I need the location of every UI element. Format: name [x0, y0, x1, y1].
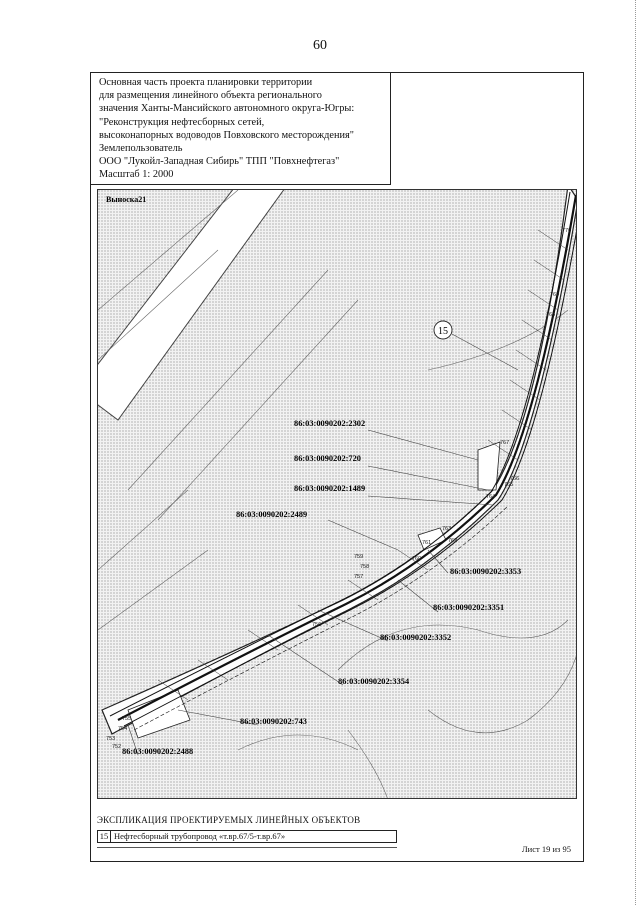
title-line: Землепользователь	[99, 143, 183, 155]
point-label: 770	[562, 228, 572, 234]
map-frame	[97, 189, 577, 799]
title-block	[91, 73, 391, 185]
point-label: 765	[504, 482, 514, 488]
point-label: 754	[118, 726, 128, 732]
map-drawing	[98, 190, 577, 799]
object-marker-label: 15	[438, 326, 448, 337]
point-label: 769	[550, 292, 560, 298]
point-label: 757	[354, 574, 364, 580]
title-line: Масштаб 1: 2000	[99, 169, 174, 181]
parcel-label: 86:03:0090202:1489	[294, 484, 366, 493]
title-line: высоконапорных водоводов Повховского месторождения"	[99, 129, 354, 141]
point-label: 763	[442, 526, 452, 532]
point-label: 753	[106, 736, 116, 742]
legend-title: ЭКСПЛИКАЦИЯ ПРОЕКТИРУЕМЫХ ЛИНЕЙНЫХ ОБЪЕКТОВ	[97, 815, 361, 825]
parcel-label: 86:03:0090202:2302	[294, 419, 366, 428]
point-label: 764	[486, 494, 496, 500]
parcel-label: 86:03:0090202:2488	[122, 747, 194, 756]
sheet-label: Лист 19 из 95	[521, 844, 571, 854]
point-label: 762	[448, 538, 458, 544]
title-line: ООО "Лукойл-Западная Сибирь" ТПП "Повхнефтегаз"	[99, 156, 340, 168]
parcel-label: 86:03:0090202:3352	[380, 633, 452, 642]
parcel-label: 86:03:0090202:2489	[236, 510, 308, 519]
point-label: 760	[412, 556, 422, 562]
inset-label: Выноска21	[106, 195, 147, 204]
parcel-label: 86:03:0090202:3354	[338, 677, 410, 686]
legend-divider	[97, 847, 397, 848]
title-line: "Реконструкция нефтесборных сетей,	[99, 116, 265, 128]
map-sheet	[90, 72, 584, 862]
point-label: 767	[500, 440, 510, 446]
parcel-label: 86:03:0090202:743	[240, 717, 307, 726]
title-line: для размещения линейного объекта регионального	[99, 90, 322, 102]
point-label: 766	[510, 476, 520, 482]
page-number: 60	[313, 38, 327, 53]
legend-item-number: 15	[98, 831, 111, 842]
legend-item-text: Нефтесборный трубопровод «т.вр.67/5-т.вр.67»	[114, 831, 286, 841]
parcel-label: 86:03:0090202:720	[294, 454, 361, 463]
title-line: значения Ханты-Мансийского автономного округа-Югры:	[99, 103, 355, 115]
point-label: 755	[122, 716, 132, 722]
point-label: 758	[360, 564, 370, 570]
point-label: 768	[546, 312, 556, 318]
parcel-label: 86:03:0090202:3351	[433, 603, 505, 612]
scan-edge	[635, 0, 636, 905]
point-label: 756	[312, 622, 322, 628]
parcel-label: 86:03:0090202:3353	[450, 567, 522, 576]
point-label: 759	[354, 554, 364, 560]
title-line: Основная часть проекта планировки территории	[99, 77, 313, 88]
legend-row	[97, 830, 397, 843]
point-label: 761	[422, 540, 432, 546]
point-label: 752	[112, 744, 122, 750]
